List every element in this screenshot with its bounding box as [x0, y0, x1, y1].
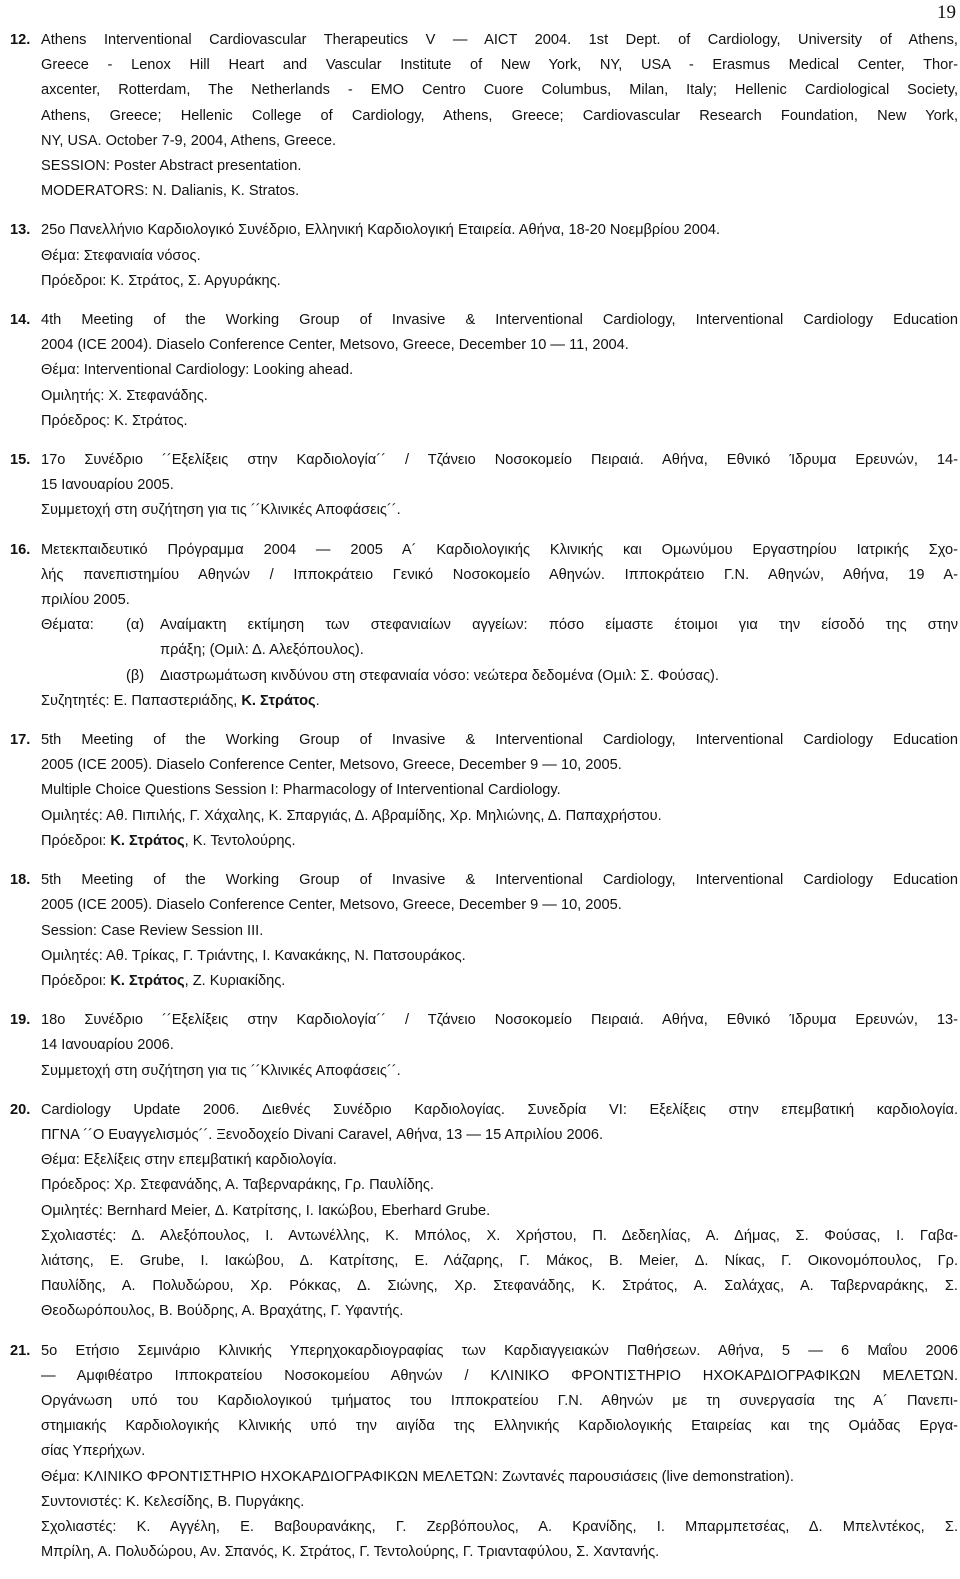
entry-number: 20. — [10, 1101, 31, 1118]
entry-line: Θέμα: Στεφανιαία νόσος. — [41, 247, 201, 264]
highlighted-name: Κ. Στράτος — [241, 692, 316, 709]
entry-line: Θέμα: ΚΛΙΝΙΚΟ ΦΡΟΝΤΙΣΤΗΡΙΟ ΗΧΟΚΑΡΔΙΟΓΡΑΦΙΚΩΝ ΜΕΛΕΤΩΝ: Ζωντανές παρουσιάσεις (live demonstration). — [41, 1468, 794, 1485]
chairs-prefix: Πρόεδροι: — [41, 832, 111, 849]
entry-16 — [10, 538, 958, 714]
entry-text — [41, 1098, 958, 1325]
entry-line: λιάτσης, Ε. Grube, Ι. Ιακώβου, Δ. Κατρίτσης, Ε. Λάζαρης, Γ. Μάκος, B. Meier, Δ. Νίκας, Γ. Οικονομόπουλος, Γρ. — [41, 1252, 958, 1269]
entry-line: 2004 (ICE 2004). Diaselo Conference Center, Metsovo, Greece, December 10 — 11, 2004. — [41, 337, 629, 354]
entry-line: MODERATORS: N. Dalianis, K. Stratos. — [41, 183, 300, 200]
entry-text — [41, 538, 958, 714]
entry-line: Διαστρωμάτωση κινδύνου στη στεφανιαία νόσο: νεώτερα δεδομένα (Ομιλ: Σ. Φούσας). — [160, 667, 719, 684]
entry-line: 14 Ιανουαρίου 2006. — [41, 1037, 174, 1054]
entry-line: 5th Meeting of the Working Group of Invasive & Interventional Cardiology, Interventional Cardiology Education — [41, 732, 958, 749]
entry-line: Συμμετοχή στη συζήτηση για τις ´´Κλινικές Αποφάσεις´´. — [41, 502, 401, 519]
entry-text — [41, 218, 958, 294]
entry-19 — [10, 1008, 958, 1084]
entry-number: 18. — [10, 872, 31, 889]
entry-line: 15 Ιανουαρίου 2005. — [41, 477, 174, 494]
entry-line: Πρόεδροι: Κ. Στράτος, Σ. Αργυράκης. — [41, 272, 281, 289]
entry-line: Greece - Lenox Hill Heart and Vascular Institute of New York, NY, USA - Erasmus Medical Center, Thor- — [41, 57, 958, 74]
entry-line: πριλίου 2005. — [41, 592, 130, 609]
entry-number: 13. — [10, 222, 31, 239]
discussants-suffix: . — [315, 692, 320, 709]
entry-line: Ομιλητές: Bernhard Meier, Δ. Κατρίτσης, Ι. Ιακώβου, Eberhard Grube. — [41, 1202, 491, 1219]
entry-17 — [10, 728, 958, 854]
entry-13 — [10, 218, 958, 294]
entry-line: Ομιλητές: Αθ. Τρίκας, Γ. Τριάντης, Ι. Κανακάκης, Ν. Πατσουράκος. — [41, 947, 466, 964]
entry-line: Συμμετοχή στη συζήτηση για τις ´´Κλινικές Αποφάσεις´´. — [41, 1062, 401, 1079]
topic-item — [126, 613, 958, 663]
document-body — [10, 28, 958, 1579]
entry-line: 2005 (ICE 2005). Diaselo Conference Center, Metsovo, Greece, December 9 — 10, 2005. — [41, 757, 622, 774]
entry-number: 16. — [10, 541, 31, 558]
entry-line: Συντονιστές: Κ. Κελεσίδης, Β. Πυργάκης. — [41, 1493, 305, 1510]
chairs-line — [41, 829, 958, 854]
entry-line: Οργάνωση υπό του Καρδιολογικού τμήματος του Ιπποκρατείου Γ.Ν. Αθηνών με τη συνεργασία της Α´ Πανεπι- — [41, 1392, 958, 1409]
entry-line: 2005 (ICE 2005). Diaselo Conference Center, Metsovo, Greece, December 9 — 10, 2005. — [41, 897, 622, 914]
discussants-line — [41, 689, 958, 714]
discussants-prefix: Συζητητές: Ε. Παπαστεριάδης, — [41, 692, 242, 709]
entry-line: Θέμα: Interventional Cardiology: Looking ahead. — [41, 362, 354, 379]
entry-text — [41, 1339, 958, 1566]
entry-line: 18ο Συνέδριο ´´Εξελίξεις στην Καρδιολογία´´ / Τζάνειο Νοσοκομείο Πειραιά. Αθήνα, Εθνικό Ίδρυμα Ερευνών, 13- — [41, 1012, 958, 1029]
entry-number: 17. — [10, 732, 31, 749]
entry-text — [41, 448, 958, 524]
entry-line: 5th Meeting of the Working Group of Invasive & Interventional Cardiology, Interventional Cardiology Education — [41, 872, 958, 889]
entry-line: Athens Interventional Cardiovascular Therapeutics V — AICT 2004. 1st Dept. of Cardiology, University of Athens, — [41, 32, 958, 48]
entry-line: Σχολιαστές: Δ. Αλεξόπουλος, Ι. Αντωνέλλης, Κ. Μπόλος, Χ. Χρήστου, Π. Δεδεηλίας, Α. Δήμας, Σ. Φούσας, Ι. Γαβα- — [41, 1227, 958, 1244]
entry-line: Μπρίλη, Α. Πολυδώρου, Αν. Σπανός, Κ. Στράτος, Γ. Τεντολούρης, Γ. Τριανταφύλου, Σ. Χαντανής. — [41, 1544, 660, 1561]
entry-line: Athens, Greece; Hellenic College of Cardiology, Athens, Greece; Cardiovascular Research Foundation, New York, — [41, 107, 958, 124]
entry-text — [41, 728, 958, 854]
topic-marker: (β) — [126, 667, 145, 684]
entry-number: 12. — [10, 32, 31, 48]
entry-text — [41, 308, 958, 434]
entry-text — [41, 868, 958, 994]
entry-line: Θέμα: Εξελίξεις στην επεμβατική καρδιολογία. — [41, 1152, 337, 1169]
entry-line: Πρόεδρος: Κ. Στράτος. — [41, 412, 188, 429]
entry-line: axcenter, Rotterdam, The Netherlands - EMO Centro Cuore Columbus, Milan, Italy; Hellenic Cardiological Society, — [41, 82, 958, 99]
chairs-line — [41, 969, 958, 994]
chairs-suffix: , Ζ. Κυριακίδης. — [184, 972, 286, 989]
entry-line: Session: Case Review Session III. — [41, 922, 264, 939]
entry-line: στημιακής Καρδιολογικής Κλινικής υπό την αιγίδα της Ελληνικής Καρδιολογικής Εταιρείας και της Ομάδας Εργα- — [41, 1418, 958, 1435]
entry-line: πράξη; (Ομιλ: Δ. Αλεξόπουλος). — [160, 642, 364, 659]
entry-text — [41, 1008, 958, 1084]
entry-line: 25ο Πανελλήνιο Καρδιολογικό Συνέδριο, Ελληνική Καρδιολογική Εταιρεία. Αθήνα, 18-20 Νοεμβρίου 2004. — [41, 222, 721, 239]
entry-line: Θεοδωρόπουλος, Β. Βούδρης, Α. Βραχάτης, Γ. Υφαντής. — [41, 1303, 404, 1320]
entry-number: 15. — [10, 452, 31, 469]
entry-line: Cardiology Update 2006. Διεθνές Συνέδριο Καρδιολογίας. Συνεδρία VI: Εξελίξεις στην επεμβατική καρδιολογία. — [41, 1101, 958, 1118]
entry-line: Ομιλητές: Αθ. Πιπιλής, Γ. Χάχαλης, Κ. Σπαργιάς, Δ. Αβραμίδης, Χρ. Μηλιώνης, Δ. Παπαχρήστου. — [41, 807, 662, 824]
entry-line: Σχολιαστές: Κ. Αγγέλη, Ε. Βαβουρανάκης, Γ. Ζερβόπουλος, Α. Κρανίδης, Ι. Μπαρμπετσέας, Δ. Μπελντέκος, Σ. — [41, 1518, 958, 1535]
entry-line: ΠΓΝΑ ´´Ο Ευαγγελισμός´´. Ξενοδοχείο Divani Caravel, Αθήνα, 13 — 15 Απριλίου 2006. — [41, 1126, 604, 1143]
topic-text — [160, 664, 958, 689]
entry-line: Αναίμακτη εκτίμηση των στεφανιαίων αγγείων: πόσο είμαστε έτοιμοι για την είσοδό της στην — [160, 617, 958, 634]
topic-item — [126, 664, 958, 689]
entry-18 — [10, 868, 958, 994]
entry-20 — [10, 1098, 958, 1325]
topics-list — [126, 613, 958, 689]
entry-14 — [10, 308, 958, 434]
entry-line: σίας Υπερήχων. — [41, 1443, 146, 1460]
entry-line: Μετεκπαιδευτικό Πρόγραμμα 2004 — 2005 Α´ Καρδιολογικής Κλινικής και Ομωνύμου Εργαστηρίου Ιατρικής Σχο- — [41, 541, 958, 558]
entry-12 — [10, 28, 958, 204]
entry-line: NY, USA. October 7-9, 2004, Athens, Greece. — [41, 132, 337, 149]
entry-21 — [10, 1339, 958, 1566]
topics-label: Θέματα: — [41, 617, 94, 634]
entry-line: 4th Meeting of the Working Group of Invasive & Interventional Cardiology, Interventional Cardiology Education — [41, 312, 958, 329]
entry-line: Πρόεδρος: Χρ. Στεφανάδης, Α. Ταβερναράκης, Γρ. Παυλίδης. — [41, 1177, 434, 1194]
entry-number: 21. — [10, 1342, 31, 1359]
entry-15 — [10, 448, 958, 524]
topics-block — [41, 613, 958, 689]
page-number: 19 — [937, 2, 956, 23]
entry-line: — Αμφιθέατρο Ιπποκρατείου Νοσοκομείου Αθηνών / ΚΛΙΝΙΚΟ ΦΡΟΝΤΙΣΤΗΡΙΟ ΗΧΟΚΑΡΔΙΟΓΡΑΦΙΚΩΝ ΜΕΛΕΤΩΝ. — [41, 1367, 958, 1384]
entry-line: 17ο Συνέδριο ´´Εξελίξεις στην Καρδιολογία´´ / Τζάνειο Νοσοκομείο Πειραιά. Αθήνα, Εθνικό Ίδρυμα Ερευνών, 14- — [41, 452, 958, 469]
entry-line: Παυλίδης, Α. Πολυδώρου, Χρ. Ρόκκας, Δ. Σιώνης, Χρ. Στεφανάδης, Κ. Στράτος, Α. Σαλάχας, Α. Ταβερναράκης, Σ. — [41, 1278, 958, 1295]
entry-text — [41, 28, 958, 204]
entry-line: 5ο Ετήσιο Σεμινάριο Κλινικής Υπερηχοκαρδιογραφίας των Καρδιαγγειακών Παθήσεων. Αθήνα, 5 — 6 Μαΐου 2006 — [41, 1342, 958, 1359]
chairs-prefix: Πρόεδροι: — [41, 972, 111, 989]
entry-line: Multiple Choice Questions Session I: Pharmacology of Interventional Cardiology. — [41, 782, 561, 799]
highlighted-name: Κ. Στράτος — [110, 972, 185, 989]
entry-line: λής πανεπιστημίου Αθηνών / Ιπποκράτειο Γενικό Νοσοκομείο Αθηνών. Ιπποκράτειο Γ.Ν. Αθηνών, Αθήνα, 19 Α- — [41, 566, 958, 583]
topic-marker: (α) — [126, 617, 145, 634]
highlighted-name: Κ. Στράτος — [110, 832, 185, 849]
entry-line: Ομιλητής: Χ. Στεφανάδης. — [41, 387, 208, 404]
topic-text — [160, 613, 958, 663]
entry-line: SESSION: Poster Abstract presentation. — [41, 158, 302, 175]
chairs-suffix: , Κ. Τεντολούρης. — [184, 832, 296, 849]
entry-number: 19. — [10, 1012, 31, 1029]
entry-number: 14. — [10, 312, 31, 329]
